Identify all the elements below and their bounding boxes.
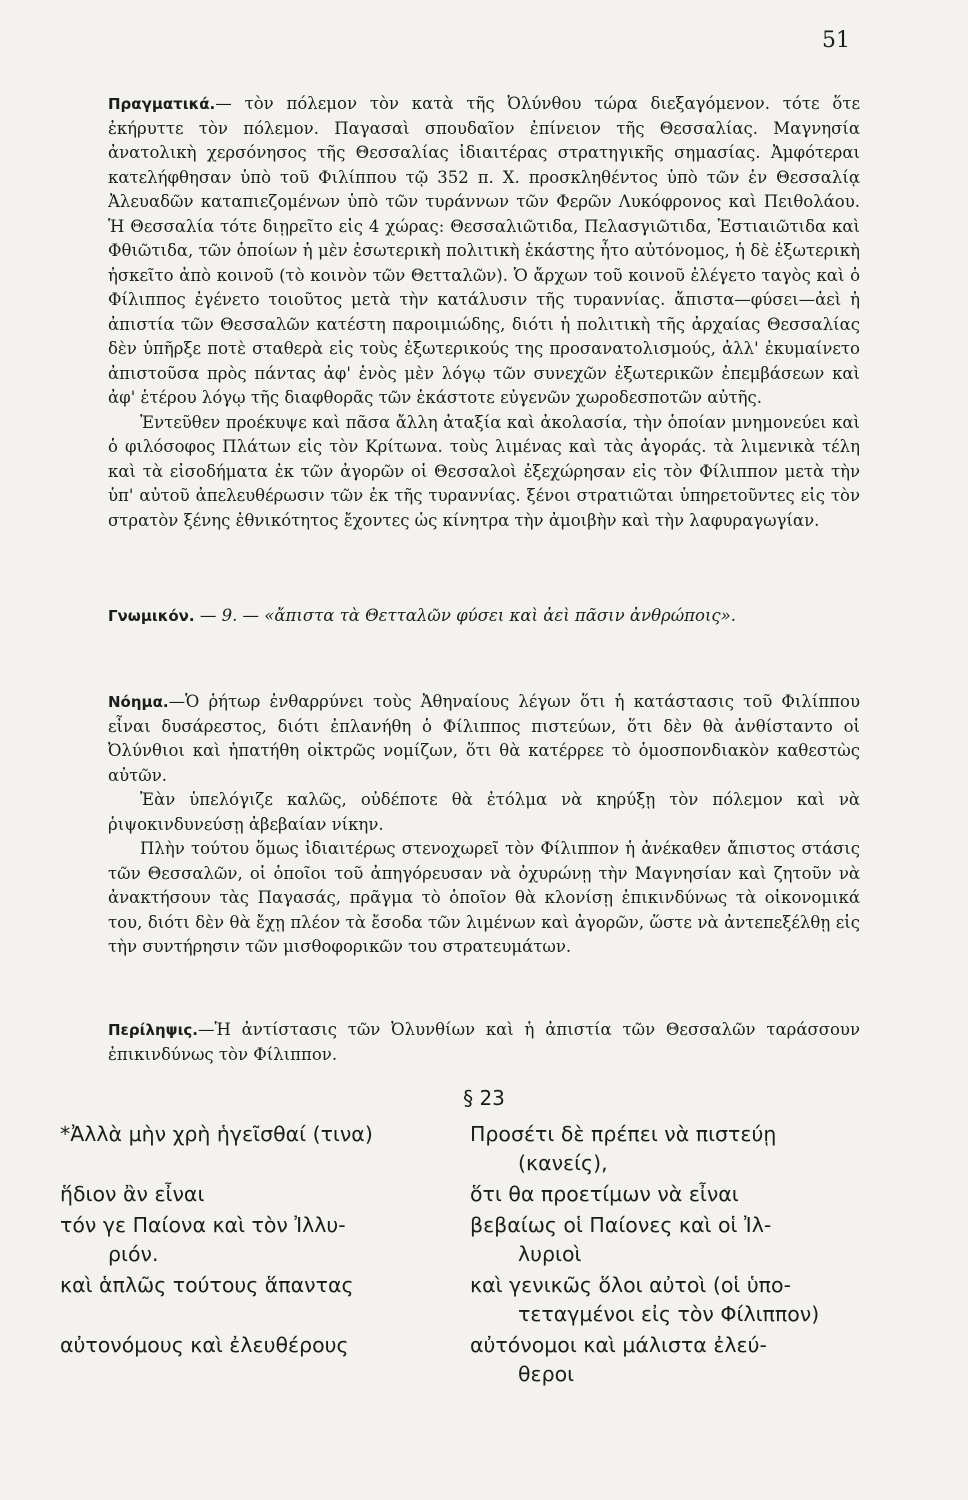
- greek-original: καὶ ἁπλῶς τούτους ἅπαντας: [60, 1273, 354, 1297]
- modern-translation: ὅτι θα προετίμων νὰ εἶναι: [470, 1182, 739, 1206]
- pragmatika-paragraph: [108, 92, 860, 411]
- greek-original: αὐτονόμους καὶ ἐλευθέρους: [60, 1333, 349, 1357]
- pragmatika-text-2: Ἐντεῦθεν προέκυψε καὶ πᾶσα ἄλλη ἀταξία καὶ ἀκολασία, τὴν ὁποίαν μνημονεύει καὶ ὁ φιλόσοφος Πλάτων εἰς τὸν Κρίτωνα. τοὺς λιμένας καὶ τὰς ἀγοράς. τὰ λιμενικὰ τέλη καὶ τὰ εἰσοδήματα ἐκ τῶν ἀγορῶν οἱ Θεσσαλοὶ ἐξεχώρησαν εἰς τὸν Φίλιππον μετὰ τὴν ὑπ' αὐτοῦ ἀπελευθέρωσιν τῶν ἐκ τῆς τυραννίας. ξένοι στρατιῶται ὑπηρετοῦντες εἰς τὸν στρατὸν ξένης ἐθνικότητος ἔχοντες ὡς κίνητρα τὴν ἀμοιβὴν καὶ τὴν λαφυραγωγίαν.: [108, 412, 860, 530]
- noema-label: Νόημα.: [108, 693, 169, 711]
- parallel-row: [60, 1180, 890, 1209]
- noema-paragraph: [108, 690, 860, 788]
- greek-original: *Ἀλλὰ μὴν χρὴ ἡγεῖσθαί (τινα): [60, 1122, 373, 1146]
- noema-section: [108, 690, 860, 960]
- noema-text: —Ὁ ῥήτωρ ἐνθαρρύνει τοὺς Ἀθηναίους λέγων ὅτι ἡ κατάστασις τοῦ Φιλίππου εἶναι δυσάρεστος, διότι ἐπλανήθη ὁ Φίλιππος πιστεύων, ὅτι δὲν θὰ ἀνθίσταντο οἱ Ὀλύνθιοι καὶ ἠπατήθη οἰκτρῶς νομίζων, ὅτι θὰ κατέρρεε τὸ ὁμοσπονδιακὸν καθεστὼς αὐτῶν.: [108, 692, 860, 785]
- modern-translation: βεβαίως οἱ Παίονες καὶ οἱ Ἰλ- λυριοὶ: [470, 1213, 772, 1266]
- perilipsis-label: Περίληψις.: [108, 1021, 198, 1039]
- parallel-text: [60, 1120, 890, 1391]
- perilipsis-text: —Ἡ ἀντίστασις τῶν Ὀλυνθίων καὶ ἡ ἀπιστία τῶν Θεσσαλῶν ταράσσουν ἐπικινδύνως τὸν Φίλιππον.: [108, 1020, 860, 1064]
- modern-translation: αὐτόνομοι καὶ μάλιστα ἐλεύ- θεροι: [470, 1333, 767, 1386]
- modern-translation: Προσέτι δὲ πρέπει νὰ πιστεύῃ (κανείς),: [470, 1122, 777, 1175]
- gnomikon-section: [108, 600, 860, 632]
- gnomikon-text: — 9. — «ἄπιστα τὰ Θετταλῶν φύσει καὶ ἀεὶ πᾶσιν ἀνθρώποις».: [199, 606, 737, 625]
- pragmatika-label: Πραγματικά.: [108, 95, 216, 113]
- greek-original: τόν γε Παίονα καὶ τὸν Ἰλλυ- ριόν.: [60, 1213, 346, 1266]
- pragmatika-section: [108, 92, 860, 533]
- modern-translation: καὶ γενικῶς ὅλοι αὐτοὶ (οἱ ὑπο- τεταγμένοι εἰς τὸν Φίλιππον): [470, 1273, 820, 1326]
- pragmatika-text: — τὸν πόλεμον τὸν κατὰ τῆς Ὀλύνθου τώρα διεξαγόμενον. τότε ὅτε ἐκήρυττε τὸν πόλεμον. Παγασαὶ σπουδαῖον ἐπίνειον τῆς Θεσσαλίας. Μαγνησία ἀνατολικὴ χερσόνησος τῆς Θεσσαλίας ἰδιαιτέρας στρατηγικῆς σημασίας. Ἀμφότεραι κατελήφθησαν ὑπὸ τοῦ Φιλίππου τῷ 352 π. Χ. προσκληθέντος ὑπὸ τῶν ἐν Θεσσαλίᾳ Ἀλευαδῶν καταπιεζομένων ὑπὸ τῶν τυράννων τῶν Φερῶν Λυκόφρονος καὶ Πειθολάου. Ἡ Θεσσαλία τότε διῃρεῖτο εἰς 4 χώρας: Θεσσαλιῶτιδα, Πελασγιῶτιδα, Ἑστιαιῶτιδα καὶ Φθιῶτιδα, τῶν ὁποίων ἡ μὲν ἐσωτερικὴ πολιτικὴ ἑκάστης ἦτο αὐτόνομος, ἡ δὲ ἐξωτερικὴ ἠσκεῖτο ἀπὸ κοινοῦ (τὸ κοινὸν τῶν Θετταλῶν). Ὁ ἄρχων τοῦ κοινοῦ ἐλέγετο ταγὸς καὶ ὁ Φίλιππος ἐγένετο τοιοῦτος μετὰ τὴν κατάλυσιν τῆς τυραννίας. ἄπιστα—φύσει—ἀεὶ ἡ ἀπιστία τῶν Θεσσαλῶν κατέστη παροιμιώδης, διότι ἡ πολιτικὴ τῆς ἀρχαίας Θεσσαλίας δὲν ὑπῆρξε ποτὲ σταθερὰ εἰς τοὺς ἐξωτερικούς της προσανατολισμούς, ἀλλ' ἐκυμαίνετο ἀπιστοῦσα πρὸς πάντας ἀφ' ἑνὸς μὲν λόγῳ τῶν συνεχῶν ἐξωτερικῶν ἐπεμβάσεων καὶ ἀφ' ἑτέρου λόγῳ τῆς διαφθορᾶς τῶν ἑκάστοτε εὐγενῶν χωροδεσποτῶν αὐτῆς.: [108, 94, 860, 407]
- parallel-row: [60, 1211, 890, 1269]
- parallel-row: [60, 1271, 890, 1329]
- perilipsis-paragraph: [108, 1018, 860, 1067]
- greek-original: ἥδιον ἂν εἶναι: [60, 1182, 205, 1206]
- section-heading: § 23: [463, 1086, 505, 1110]
- perilipsis-section: [108, 1018, 860, 1067]
- gnomikon-paragraph: [108, 600, 860, 632]
- page-number: 51: [822, 28, 850, 53]
- noema-text-2: Ἐὰν ὑπελόγιζε καλῶς, οὐδέποτε θὰ ἐτόλμα νὰ κηρύξῃ τὸν πόλεμον καὶ νὰ ῥιψοκινδυνεύσῃ ἀβεβαίαν νίκην.: [108, 790, 860, 834]
- gnomikon-label: Γνωμικόν.: [108, 607, 195, 625]
- parallel-row: [60, 1331, 890, 1389]
- parallel-row: [60, 1120, 890, 1178]
- noema-text-3: Πλὴν τούτου ὅμως ἰδιαιτέρως στενοχωρεῖ τὸν Φίλιππον ἡ ἀνέκαθεν ἄπιστος στάσις τῶν Θεσσαλῶν, οἱ ὁποῖοι τοῦ ἀπηγόρευσαν νὰ ὀχυρώνῃ τὴν Μαγνησίαν καὶ ζητοῦν νὰ ἀνακτήσουν τὰς Παγασάς, πρᾶγμα τὸ ὁποῖον θὰ κλονίσῃ ἐπικινδύνως τὰ οἰκονομικά του, διότι δὲν θὰ ἔχῃ πλέον τὰ ἔσοδα τῶν λιμένων καὶ ἀγορῶν, ὥστε νὰ ἀντεπεξέλθῃ εἰς τὴν συντήρησιν τῶν μισθοφορικῶν του στρατευμάτων.: [108, 839, 860, 956]
